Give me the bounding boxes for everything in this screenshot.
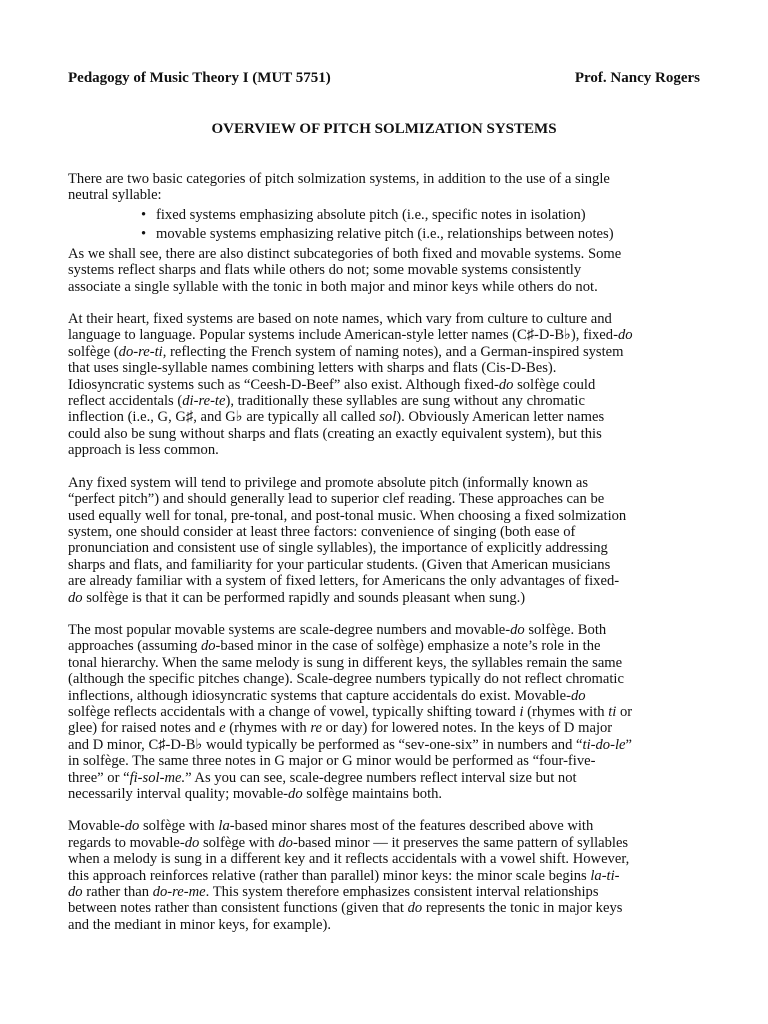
text-line: (although the specific pitches change). Scale-degree numbers typically do not reflect chromatic <box>68 671 624 688</box>
italic-syllable: ti-do-le <box>582 736 626 753</box>
italic-syllable: do <box>570 687 586 704</box>
text-line: are already familiar with a system of fixed letters, for Americans the only advantages of fixed- <box>68 573 620 590</box>
text-line: and D minor, C♯-D-B♭ would typically be performed as “sev-one-six” in numbers and “ti-do-le” <box>68 736 632 753</box>
text-line: neutral syllable: <box>68 187 162 204</box>
bullet-list <box>68 206 708 244</box>
text-line: reflect accidentals (di-re-te), traditionally these syllables are sung without any chromatic <box>68 393 585 410</box>
text-line: between notes rather than consistent functions (given that do represents the tonic in major keys <box>68 900 623 917</box>
italic-syllable: do <box>124 818 140 835</box>
text-line: used equally well for tonal, pre-tonal, and post-tonal music. When choosing a fixed solmization <box>68 507 627 524</box>
bullet-dot-icon: • <box>141 206 147 223</box>
italic-syllable: do <box>68 589 83 606</box>
italic-syllable: do <box>498 376 514 393</box>
text-line: approaches (assuming do-based minor in the case of solfège) emphasize a note’s role in the <box>68 638 601 655</box>
text-line: when a melody is sung in a different key and it reflects accidentals with a vowel shift. However, <box>68 851 630 868</box>
paragraph-1 <box>68 171 708 295</box>
document-header <box>68 69 700 87</box>
text-line: inflections, although idiosyncratic systems that capture accidentals do exist. Movable-do <box>68 687 586 704</box>
text-line: regards to movable-do solfège with do-based minor — it preserves the same pattern of syllables <box>68 834 629 851</box>
paragraph-2 <box>68 311 708 459</box>
text-line: solfège reflects accidentals with a change of vowel, typically shifting toward i (rhymes with ti or <box>68 703 633 720</box>
paragraph-5 <box>68 818 708 933</box>
italic-syllable: ti <box>608 703 617 720</box>
text-line: do solfège is that it can be performed rapidly and sounds pleasant when sung.) <box>68 589 526 606</box>
course-title: Pedagogy of Music Theory I (MUT 5751) <box>68 70 331 86</box>
italic-syllable: do <box>200 638 216 655</box>
text-line: There are two basic categories of pitch solmization systems, in addition to the use of a single <box>68 171 610 187</box>
italic-syllable: la-ti- <box>590 867 620 884</box>
paragraph-3 <box>68 475 708 606</box>
italic-syllable: do-re-me <box>152 884 206 901</box>
text-line: Idiosyncratic systems such as “Ceesh-D-Beef” also exist. Although fixed-do solfège could <box>68 376 596 393</box>
page-title: OVERVIEW OF PITCH SOLMIZATION SYSTEMS <box>211 121 557 137</box>
italic-syllable: re <box>310 720 322 737</box>
text-line: associate a single syllable with the tonic in both major and minor keys while others do not. <box>68 278 598 295</box>
text-line: inflection (i.e., G, G♯, and G♭ are typically all called sol). Obviously American letter names <box>68 409 605 426</box>
text-line: Any fixed system will tend to privilege and promote absolute pitch (informally known as <box>68 474 589 491</box>
text-line: At their heart, fixed systems are based on note names, which vary from culture to culture and <box>68 311 612 328</box>
text-line: three” or “fi-sol-me.” As you can see, scale-degree numbers reflect interval size but not <box>68 769 577 786</box>
text-line: could also be sung without sharps and flats (creating an exactly equivalent system), but this <box>68 425 602 442</box>
text-line: “perfect pitch”) and should generally lead to superior clef reading. These approaches can be <box>68 491 605 508</box>
italic-syllable: la <box>218 818 230 835</box>
italic-syllable: do <box>68 884 83 901</box>
document-body <box>68 171 708 949</box>
text-line: necessarily interval quality; movable-do solfège maintains both. <box>68 786 443 802</box>
text-line: The most popular movable systems are scale-degree numbers and movable-do solfège. Both <box>68 621 607 638</box>
italic-syllable: do-re-ti <box>118 343 163 360</box>
text-line: language to language. Popular systems include American-style letter names (C♯-D-B♭), fixed-do <box>68 327 633 344</box>
text-line: and the mediant in minor keys, for example). <box>68 916 332 933</box>
italic-syllable: do <box>510 621 525 638</box>
italic-syllable: do <box>617 327 633 344</box>
italic-syllable: i <box>519 703 524 720</box>
text-line: sharps and flats, and familiarity for your particular students. (Given that American musicians <box>68 556 611 573</box>
text-line: pronunciation and consistent use of single syllables), the importance of explicitly addressing <box>68 540 608 557</box>
text-line: Movable-do solfège with la-based minor shares most of the features described above with <box>68 818 594 835</box>
text-line: in solfège. The same three notes in G major or G minor would be performed as “four-five- <box>68 753 596 770</box>
bullet-item: • movable systems emphasizing relative pitch (i.e., relationships between notes) <box>141 225 614 242</box>
text-line: systems reflect sharps and flats while others do not; some movable systems consistently <box>68 262 582 279</box>
italic-syllable: do <box>407 900 423 917</box>
bullet-dot-icon: • <box>141 225 147 242</box>
instructor-name: Prof. Nancy Rogers <box>574 70 700 86</box>
italic-syllable: di-re-te <box>182 393 226 410</box>
text-line: As we shall see, there are also distinct subcategories of both fixed and movable systems. Some <box>68 245 622 262</box>
paragraph-4 <box>68 622 708 802</box>
italic-syllable: do <box>288 786 303 802</box>
italic-syllable: e <box>219 720 226 737</box>
text-line: approach is less common. <box>68 442 219 459</box>
text-line: do rather than do-re-me. This system therefore emphasizes consistent interval relationships <box>68 884 599 901</box>
text-line: solfège (do-re-ti, reflecting the French system of naming notes), and a German-inspired system <box>68 343 624 360</box>
text-line: glee) for raised notes and e (rhymes with re or day) for lowered notes. In the keys of D major <box>68 720 613 737</box>
text-line: tonal hierarchy. When the same melody is sung in different keys, the syllables remain the same <box>68 654 623 671</box>
italic-syllable: fi-sol-me. <box>129 769 186 786</box>
text-line: that uses single-syllable names combining letters with sharps and flats (Cis-D-Bes). <box>68 360 557 377</box>
text-line: this approach reinforces relative (rather than parallel) minor keys: the minor scale begins la-ti- <box>68 867 620 884</box>
italic-syllable: do <box>184 834 200 851</box>
italic-syllable: do <box>278 834 293 851</box>
bullet-item: • fixed systems emphasizing absolute pitch (i.e., specific notes in isolation) <box>141 206 586 223</box>
text-line: system, one should consider at least three factors: convenience of singing (both ease of <box>68 523 576 540</box>
italic-syllable: sol <box>379 409 397 426</box>
